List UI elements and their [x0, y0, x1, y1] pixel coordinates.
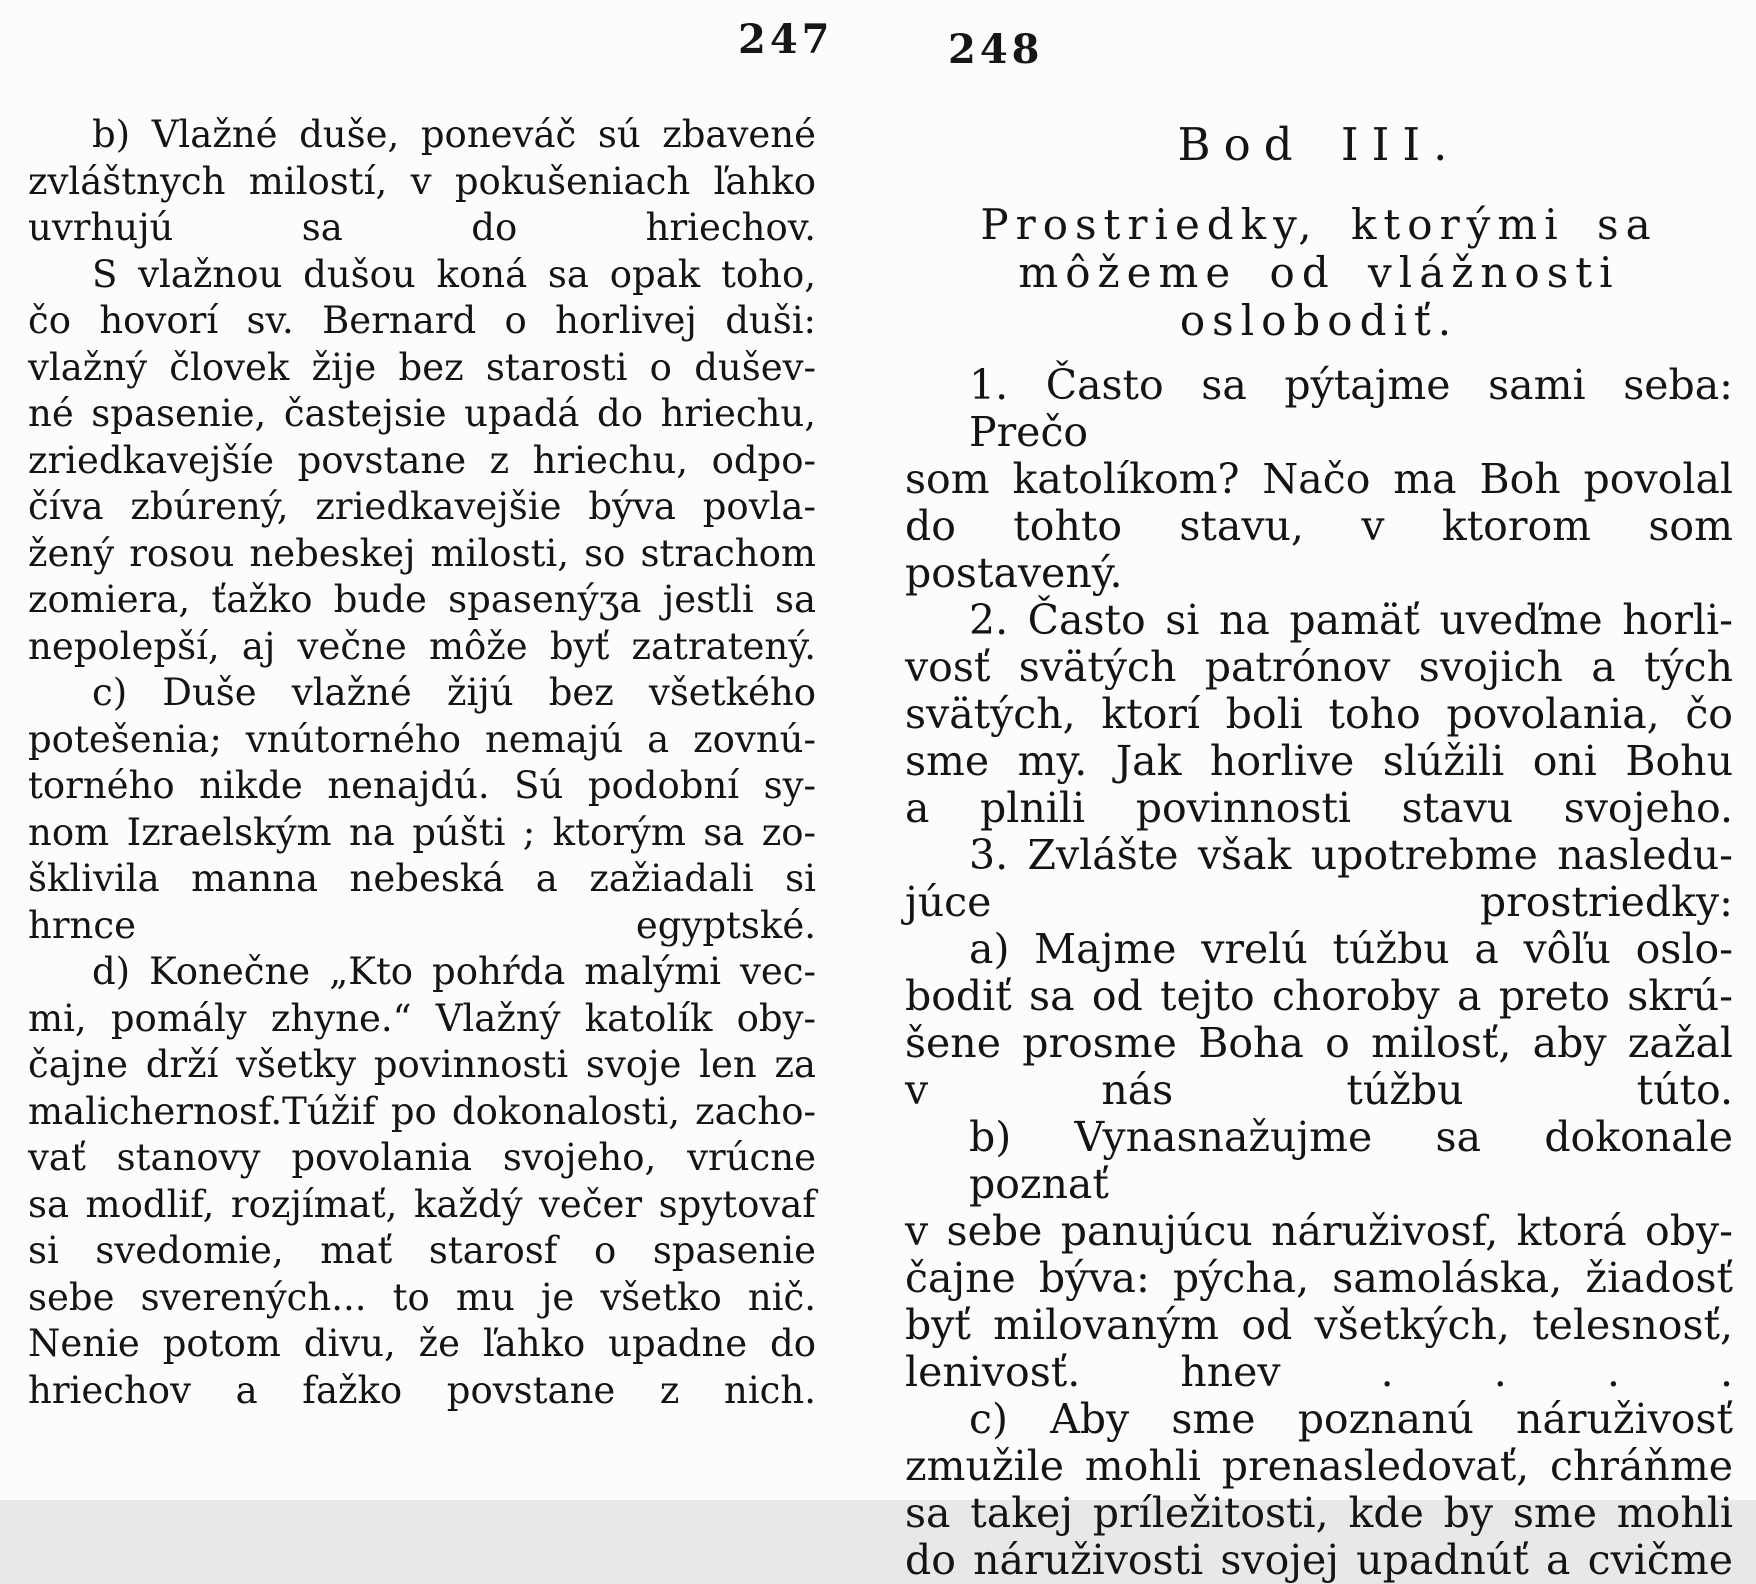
text-line: do tohto stavu, v ktorom som postavený. [905, 502, 1733, 597]
text-line: zomiera, ťažko bude spasenýʒa jestli sa [28, 578, 816, 621]
text-line: vlažný človek žije bez starosti o dušev- [28, 345, 816, 389]
text-line: hriechov a fažko povstane z nich. [28, 1368, 816, 1412]
text-line: nepolepší, aj večne môže byť zatratený. [28, 624, 816, 668]
text-line: svätých, ktorí boli toho povolania, čo [905, 690, 1733, 738]
text-line: zriedkavejšíe povstane z hriechu, odpo- [28, 438, 816, 482]
text-line: júce prostriedky: [905, 878, 1733, 926]
text-line: a) Majme vrelú túžbu a vôľu oslo- [969, 925, 1733, 973]
text-line: a plnili povinnosti stavu svojeho. [905, 784, 1733, 832]
text-line: som katolíkom? Načo ma Boh povolal [905, 455, 1733, 503]
text-line: čajne býva: pýcha, samoláska, žiadosť [905, 1254, 1733, 1302]
text-line: Nenie potom divu, že ľahko upadne do [28, 1322, 816, 1365]
text-line: v sebe panujúcu náruživosf, ktorá oby- [905, 1207, 1733, 1255]
text-line: 1. Často sa pýtajme sami seba: Prečo [969, 361, 1733, 456]
text-line: potešenia; vnútorného nemajú a zovnú- [28, 717, 816, 761]
text-line: zvláštnych milostí, v pokušeniach ľahko [28, 159, 816, 203]
right-page-text-column [905, 118, 1733, 1584]
text-line: v nás túžbu túto. [905, 1066, 1733, 1114]
section-kicker: Bod III. [1177, 118, 1461, 171]
text-line: žený rosou nebeskej milosti, so strachom [28, 531, 816, 575]
text-line: čajne drží všetky povinnosti svoje len za [28, 1043, 816, 1086]
text-line: d) Konečne „Kto pohŕda malými vec- [92, 950, 816, 993]
right-page-body [905, 362, 1733, 1584]
text-line: sebe sverených... to mu je všetko nič. [28, 1275, 816, 1319]
text-line: číva zbúrený, zriedkavejšie býva povla- [28, 485, 816, 528]
text-line: b) Vynasnažujme sa dokonale poznať [969, 1113, 1733, 1208]
text-line: nom Izraelským na púšti ; ktorým sa zo- [28, 810, 816, 854]
page-number-right: 248 [948, 26, 1044, 73]
text-line: né spasenie, častejsie upadá do hriechu, [28, 392, 816, 435]
text-line: uvrhujú sa do hriechov. [28, 206, 816, 249]
text-line: hrnce egyptské. [28, 903, 816, 947]
text-line: čo hovorí sv. Bernard o horlivej duši: [28, 299, 816, 342]
text-line: šene prosme Boha o milosť, aby zažal [905, 1019, 1733, 1067]
text-line: vosť svätých patrónov svojich a tých [905, 643, 1733, 691]
section-title-line: oslobodiť. [1179, 296, 1459, 345]
text-line: malichernosf.Túžif po dokonalosti, zacho- [28, 1089, 816, 1133]
text-line: sa modlif, rozjímať, každý večer spytovaf [28, 1182, 816, 1226]
text-line: torného nikde nenajdú. Sú podobní sy- [28, 764, 816, 807]
text-line: lenivosť. hnev . . . . [905, 1348, 1733, 1396]
section-title-line: môžeme od vlážnosti [1018, 248, 1620, 297]
text-line: do náruživosti svojej upadnúť a cvičme [905, 1536, 1733, 1584]
text-line: mi, pomály zhyne.“ Vlažný katolík oby- [28, 996, 816, 1040]
text-line: S vlažnou dušou koná sa opak toho, [92, 252, 816, 296]
text-line: sa takej príležitosti, kde by sme mohli [905, 1489, 1733, 1537]
section-title-line: Prostriedky, ktorými sa [980, 200, 1658, 249]
text-line: vať stanovy povolania svojeho, vrúcne [28, 1136, 816, 1179]
page-number-left: 247 [738, 16, 834, 63]
text-line: c) Duše vlažné žijú bez všetkého [92, 671, 816, 714]
text-line: byť milovaným od všetkých, telesnosť, [905, 1301, 1733, 1349]
text-line: si svedomie, mať starosf o spasenie [28, 1229, 816, 1272]
text-line: zmužile mohli prenasledovať, chráňme [905, 1442, 1733, 1490]
text-line: c) Aby sme poznanú náruživosť [969, 1395, 1733, 1443]
left-page-text-column [28, 112, 816, 1414]
text-line: 3. Zvlášte však upotrebme nasledu- [969, 831, 1733, 879]
text-line: šklivila manna nebeská a zažiadali si [28, 857, 816, 900]
text-line: 2. Často si na pamäť uveďme horli- [969, 596, 1733, 644]
text-line: bodiť sa od tejto choroby a preto skrú- [905, 972, 1733, 1020]
text-line: b) Vlažné duše, poneváč sú zbavené [92, 113, 816, 156]
text-line: sme my. Jak horlive slúžili oni Bohu [905, 737, 1733, 785]
